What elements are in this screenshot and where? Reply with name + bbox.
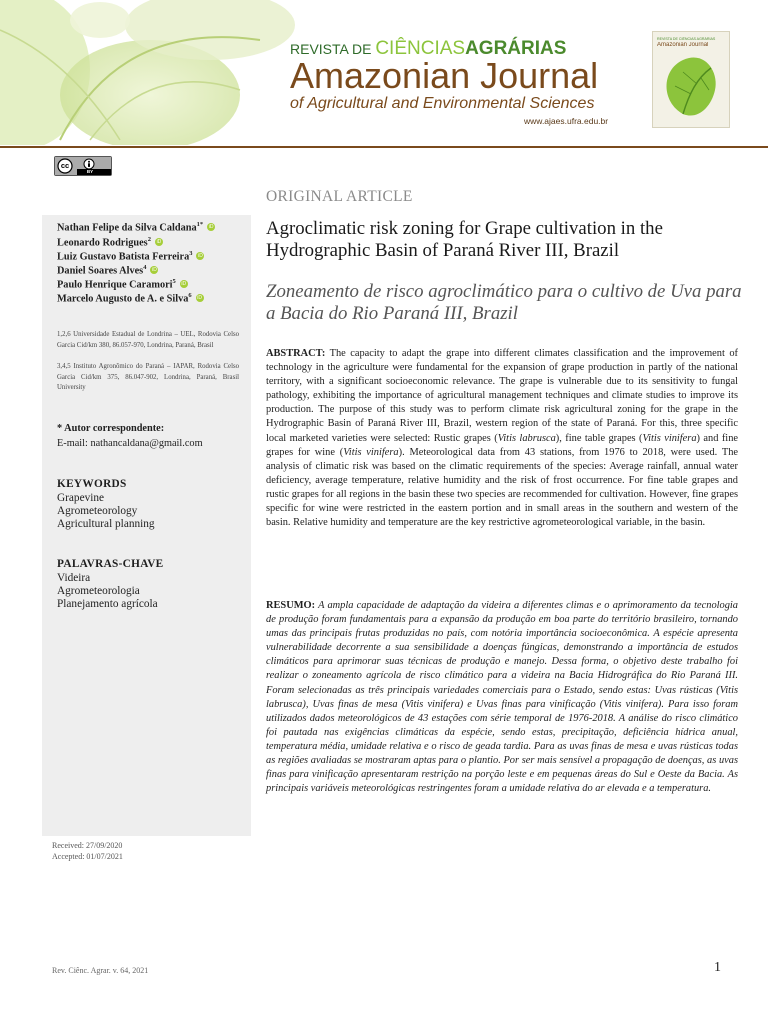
abstract-text-2: ), fine table grapes (: [555, 432, 643, 444]
cover-title-line1: REVISTA DE CIÊNCIAS AGRÁRIAS: [657, 37, 716, 41]
orcid-icon[interactable]: iD: [181, 281, 187, 288]
journal-name-english: Amazonian Journal: [290, 55, 599, 96]
orcid-icon[interactable]: iD: [198, 253, 203, 260]
cover-title-line2: Amazonian Journal: [657, 42, 709, 48]
species-name: Vitis labrusca: [497, 432, 556, 444]
section-label: ORIGINAL ARTICLE: [266, 188, 413, 205]
author-affiliation-mark: 2: [147, 236, 151, 243]
abstract-label: ABSTRACT:: [266, 348, 326, 359]
resumo-label: RESUMO:: [266, 600, 316, 611]
orcid-icon[interactable]: iD: [152, 267, 157, 274]
author-name: [57, 278, 188, 290]
creative-commons-license-badge[interactable]: [54, 156, 112, 176]
received-date: Received: 27/09/2020: [52, 841, 123, 850]
abstract-text-3: ) and fine grapes for wine (: [266, 432, 739, 458]
author-name-text: Marcelo Augusto de A. e Silva: [57, 293, 189, 305]
species-name: Vitis vinifera: [343, 446, 399, 458]
by-label: BY: [86, 169, 94, 174]
journal-leaf-artwork: [0, 0, 300, 145]
article-title-portuguese: Zoneamento de risco agroclimático para o cultivo de Uva para a Bacia do Rio Paraná III, Brazil: [266, 281, 742, 324]
journal-cover-thumbnail: [652, 31, 730, 128]
affiliation-2: 3,4,5 Instituto Agronômico do Paraná – IAPAR, Rodovia Celso Garcia Cid/km 375, 86.047-902, Londrina, Paraná, Brasil University: [57, 363, 239, 392]
author-name-text: Luiz Gustavo Batista Ferreira: [57, 251, 190, 263]
author-affiliation-mark: 6: [188, 292, 192, 299]
corresponding-author-email[interactable]: E-mail: nathancaldana@gmail.com: [57, 438, 203, 449]
palavra-chave-item: Videira: [57, 572, 91, 584]
resumo-text: A ampla capacidade de adaptação da videira a diferentes climas e o aprimoramento da tecnologia de produção foram fundamentais para a expansão da produção em boa parte do território brasileiro, tornando umas das principais frutas produzidas no país, com notória importância socioeconômica. A espécie apresenta vulnerabilidade decorrente a sua sensibilidade a doenças fúngicas, demonstrando a importância de estudos climáticos para aprimorar suas técnicas de produção e manejo. Dessa forma, o objetivo deste trabalho foi realizar o zoneamento agrícola de risco climático para a videira na Bacia Hidrográfica do Rio Paraná III. Foram selecionadas as três principais variedades comerciais para o Estado, sendo estas: Uvas rústicas (Vitis labrusca), Uvas finas de mesa (Vitis vinifera) e Uvas finas para vinificação (Vitis vinifera). Para isso foram utilizados dados meteorológicos de 43 estações com série temporal de 1976-2018. A análise do risco climático foi pautada nas exigências climáticas da espécie, sendo estas, precipitação, deficiência hídrica anual, temperatura média, umidade relativa e o risco de geada tardia. Para as uvas finas de mesa e uvas rústicas todas as regiões avaliadas se mostraram aptas para o plantio. Por ser mais sensível a propagação de doenças, as uvas finas para vinificação apresentaram restrição na porção leste e em pequenas áreas do Sul e Oeste da Bacia. As principais variáveis meteorológicas restringentes foram a umidade relativa do ar elevada e a temperatura.: [266, 600, 738, 795]
author-affiliation-mark: 5: [172, 278, 176, 285]
author-name: [57, 250, 204, 262]
abstract-paragraph: [266, 347, 738, 530]
journal-name-suffix: AGRÁRIAS: [465, 38, 567, 59]
keyword-item: Agrometeorology: [57, 505, 138, 517]
author-name: [57, 264, 158, 276]
cover-leaf-icon: [653, 32, 729, 127]
corresponding-author-label: * Autor correspondente:: [57, 423, 165, 434]
accepted-date: Accepted: 01/07/2021: [52, 852, 123, 861]
author-name-text: Daniel Soares Alves: [57, 265, 144, 277]
author-name: [57, 236, 163, 248]
palavra-chave-item: Planejamento agrícola: [57, 598, 158, 610]
journal-subtitle: of Agricultural and Environmental Sciences: [290, 95, 595, 112]
palavras-chave-heading: PALAVRAS-CHAVE: [57, 558, 164, 570]
cc-label: cc: [60, 161, 70, 170]
author-affiliation-mark: 3: [189, 250, 193, 257]
author-name-text: Leonardo Rodrigues: [57, 237, 148, 249]
journal-name-prefix: REVISTA DE: [290, 41, 376, 57]
author-name-text: Nathan Felipe da Silva Caldana: [57, 222, 197, 234]
abstract-text-1: The capacity to adapt the grape into different climates classification and the improvement of technology in the agriculture were fundamental for the expansion of grape production in partly of the national territory, with a significant socioeconomic relevance. The grape is vulnerable due to its sensitivity to fungal pathology, exhibiting the importance of agricultural management techniques and climate studies to improve its production. The purpose of this study was to perform climate risk agricultural zoning for the grape in the Hydrographic Basin of Paraná River III, Brazil, western region of the state of Paraná. For this, three specific local marketed varieties were selected: Rustic grapes (: [266, 348, 738, 444]
page-number: 1: [714, 960, 721, 975]
header-divider: [0, 146, 768, 148]
keyword-item: Agricultural planning: [57, 518, 155, 530]
article-title-english: Agroclimatic risk zoning for Grape cultivation in the Hydrographic Basin of Paraná River III, Brazil: [266, 218, 663, 261]
author-name-text: Paulo Henrique Caramori: [57, 279, 173, 291]
resumo-paragraph: [266, 599, 738, 796]
author-name: [57, 221, 215, 233]
journal-url-link[interactable]: www.ajaes.ufra.edu.br: [524, 116, 609, 126]
footer-citation: Rev. Ciênc. Agrar. v. 64, 2021: [52, 966, 149, 975]
author-affiliation-mark: 1*: [196, 221, 204, 228]
abstract-text-4: ). Meteorological data from 43 stations, from 1976 to 2018, were used. The analysis of climatic risk was based on the climatic requirements of the species: Average rainfall, annual water deficiency, average temperature, relative humidity and the risk of frost occurrence. For fine table grapes and rustic grapes for all regions in the basin these two species are recommended for cultivation. However, fine grapes specific for wine were restricted in the eastern portion and in small areas in the southern and western of the basin. Relative humidity and temperature are the key restrictive agrometeorological variable, in the basin.: [266, 446, 739, 529]
palavra-chave-item: Agrometeorologia: [57, 585, 140, 597]
species-name: Vitis vinifera: [642, 432, 697, 444]
author-name: [57, 292, 204, 304]
keyword-item: Grapevine: [57, 492, 105, 504]
orcid-icon[interactable]: iD: [197, 295, 202, 302]
orcid-icon[interactable]: iD: [208, 224, 214, 231]
affiliation-1: 1,2,6 Universidade Estadual de Londrina – UEL, Rodovia Celso Garcia Cid/km 380, 86.057-970, Londrina, Paraná, Brasil: [57, 331, 239, 349]
keywords-heading: KEYWORDS: [57, 478, 127, 490]
orcid-icon[interactable]: iD: [156, 239, 162, 246]
journal-name-middle: CIÊNCIAS: [375, 38, 466, 59]
author-affiliation-mark: 4: [143, 264, 147, 271]
